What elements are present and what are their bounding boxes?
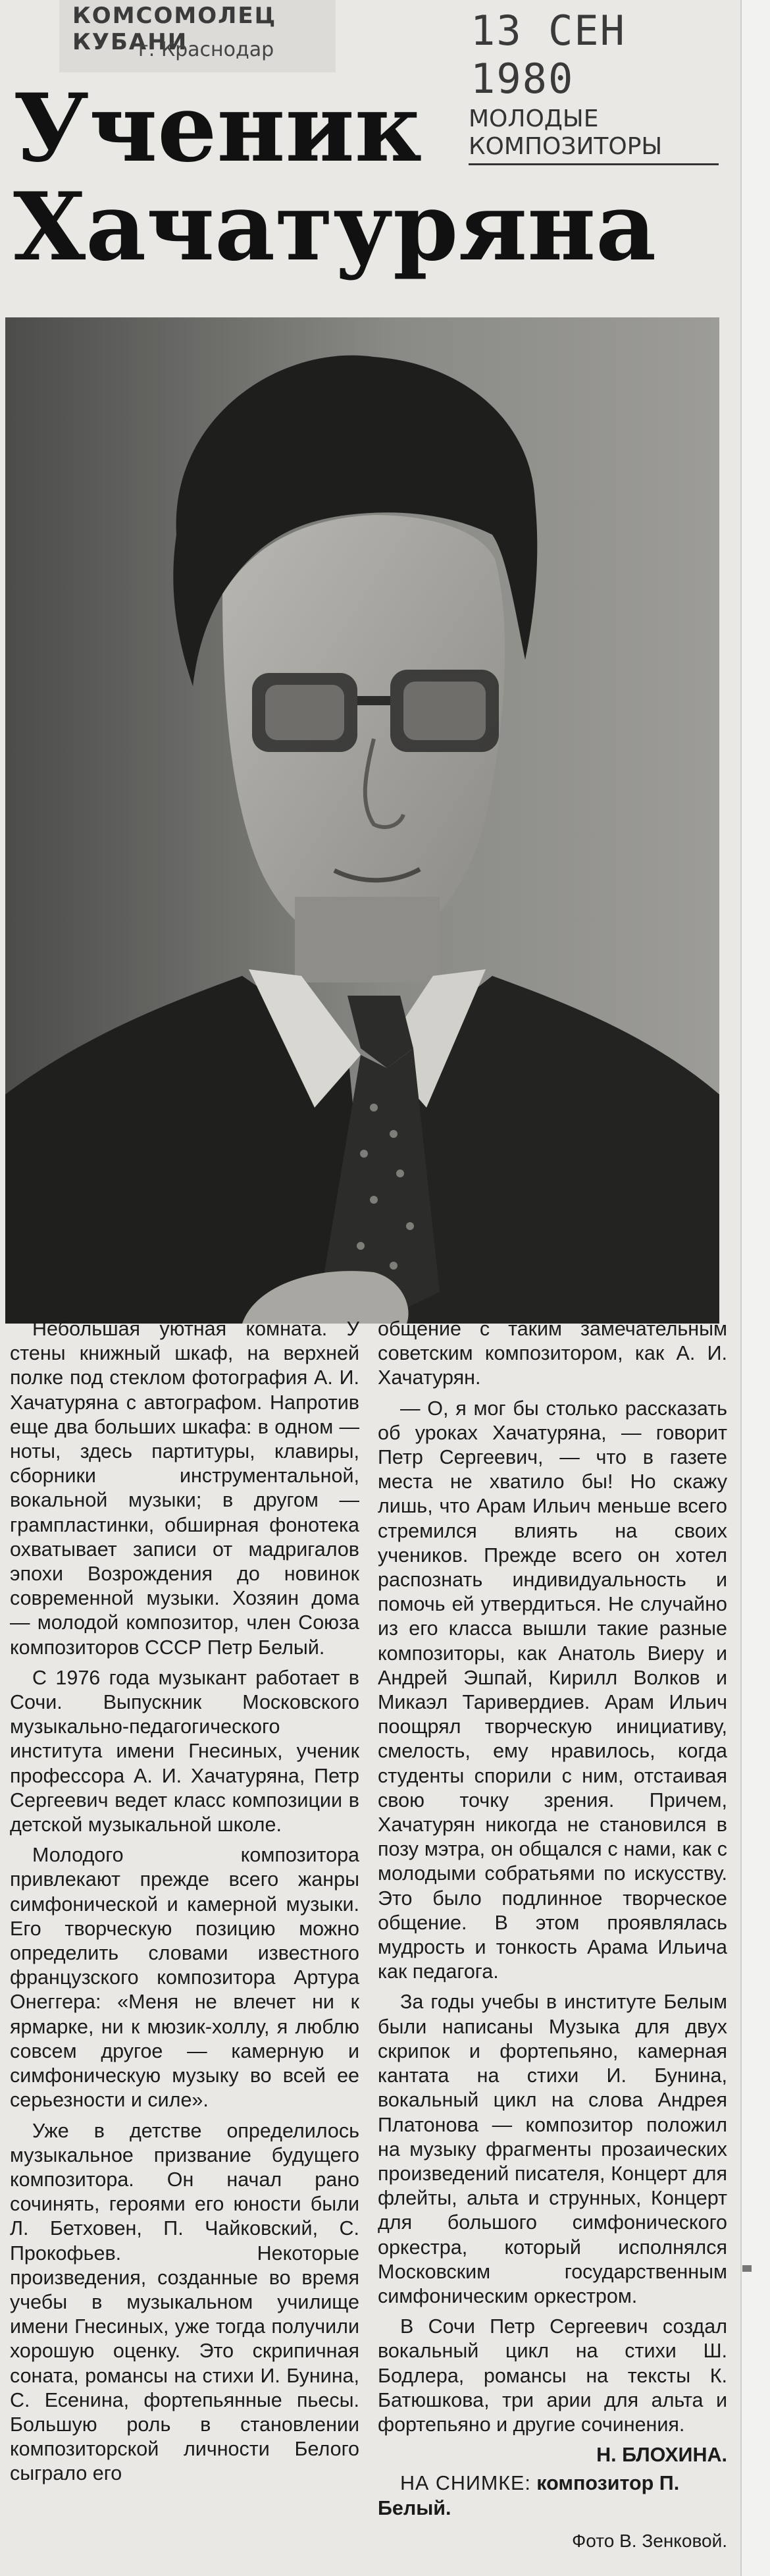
paragraph: С 1976 года музыкант работает в Сочи. Выпускник Московского музыкально-педагогического института имени Гнесиных, ученик профессора А. И. Хачатуряна, Петр Сергеевич ведет класс композиции в детской музыкальной школе. [10,1666,359,1837]
caption-subject: композитор П. Белый. [378,2472,680,2519]
headline-line2: Хачатуряна [13,173,657,282]
paragraph: Небольшая уютная комната. У стены книжный шкаф, на верхней полке под стеклом фотография А. И. Хачатуряна с автографом. Напротив еще два больших шкафа: в одном — ноты, здесь партитуры, клавиры, сборники инструментальной, вокальной музыки; в другом — грампластинки, обширная фонотека охватывает записи от мадригалов эпохи Возрождения до новинок современной музыки. Хозяин дома — молодой композитор, член Союза композиторов СССР Петр Белый. [10,1318,359,1659]
edge-mark [742,2265,752,2272]
masthead-stamp [59,0,336,72]
portrait-image [5,317,719,1324]
rubric [469,105,719,165]
photo-credit: Фото В. Зенковой. [572,2530,727,2551]
rubric-line1: МОЛОДЫЕ [469,105,599,132]
portrait-photo [5,317,719,1324]
paragraph: общение с таким замечательным советским композитором, как А. И. Хачатурян. [378,1318,727,1389]
rubric-line2: КОМПОЗИТОРЫ [469,133,663,160]
date-stamp: 13 СЕН 1980 [471,7,626,103]
paragraph: Уже в детстве определилось музыкальное призвание будущего композитора. Он начал рано сочинять, героями его юности были Л. Бетховен, П. Чайковский, С. Прокофьев. Некоторые произведения, созданные во время учебы в музыкальном училище имени Гнесиных, уже тогда получили хорошую оценку. Это скрипичная соната, романсы на стихи И. Бунина, С. Есенина, фортепьянные пьесы. Большую роль в становлении композиторской личности Белого сыграло его [10,2119,359,2485]
photo-caption [378,2471,727,2520]
paragraph: За годы учебы в институте Белым были написаны Музыка для двух скрипок и фортепьяно, камерная кантата на стихи И. Бунина, вокальный цикл на слова Андрея Платонова — композитор положил на музыку фрагменты прозаических произведений писателя, Концерт для флейты, альта и струнных, Концерт для большого симфонического оркестра, который исполнялся Московским государственным симфоническим оркестром. [378,1991,727,2307]
article-column-1 [10,1317,359,2562]
caption-lead: НА СНИМКЕ: [400,2472,531,2495]
paragraph: В Сочи Петр Сергеевич создал вокальный цикл на стихи Ш. Бодлера, романсы на тексты К. Батюшкова, три арии для альта и фортепьяно и другие сочинения. [378,2315,727,2436]
newspaper-name: КОМСОМОЛЕЦ КУБАНИ [72,3,277,55]
headline-line1: Ученик [13,74,423,183]
article-body [10,1317,727,2562]
article-column-2 [378,1317,727,2562]
paragraph: — О, я мог бы столько рассказать об уроках Хачатуряна, — говорит Петр Сергеевич, — что в газете места не хватило бы! Но скажу лишь, что Арам Ильич меньше всего стремился влиять на своих учеников. Прежде всего он хотел распознать индивидуальность и помочь ей утвердиться. Не случайно из его класса вышли такие разные композиторы, как Анатоль Виеру и Андрей Эшпай, Кирилл Волков и Микаэл Таривердиев. Арам Ильич поощрял творческую инициативу, смелость, ему нравилось, когда студенты спорили с ним, отстаивая свою точку зрения. Причем, Хачатурян никогда не становился в позу мэтра, он общался с нами, как с молодыми собратьями по искусству. Это было подлинное творческое общение. В этом проявлялась мудрость и тонкость Арама Ильича как педагога. [378,1397,727,1983]
author-signature: Н. БЛОХИНА. [596,2444,727,2467]
paragraph: Молодого композитора привлекают прежде всего жанры симфонической и камерной музыки. Его творческую позицию можно определить словами известного французского композитора Артура Онеггера: «Меня не влечет ни к ярмарке, ни к мюзик-холлу, я люблю совсем другое — камерную и симфоническую музыку во всей ее серьезности и силе». [10,1844,359,2112]
newspaper-city: г. Краснодар [138,38,274,61]
